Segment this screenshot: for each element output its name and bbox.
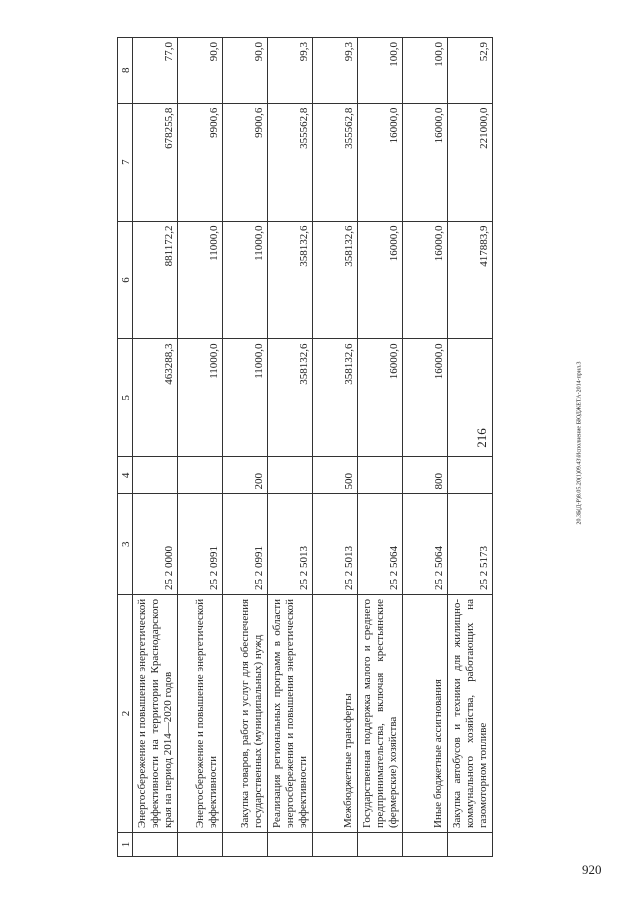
header-col-2: 2 xyxy=(118,594,133,832)
row-expense-type xyxy=(133,457,178,494)
row-col6: 417883,9 xyxy=(448,221,493,339)
row-col6: 881172,2 xyxy=(133,221,178,339)
row-col6: 16000,0 xyxy=(403,221,448,339)
header-col-3: 3 xyxy=(118,494,133,594)
row-expense-type: 800 xyxy=(403,457,448,494)
header-col-4: 4 xyxy=(118,457,133,494)
table-row xyxy=(313,38,358,857)
table-row xyxy=(358,38,403,857)
row-expense-type: 500 xyxy=(313,457,358,494)
row-col5: 16000,0 xyxy=(403,339,448,457)
row-col8: 99,3 xyxy=(268,38,313,104)
budget-table xyxy=(117,37,493,857)
row-code: 25 2 5013 xyxy=(268,494,313,594)
row-col5: 358132,6 xyxy=(268,339,313,457)
row-col5: 16000,0 xyxy=(358,339,403,457)
table-row xyxy=(403,38,448,857)
footer-note: 20.3Б(Д-Р)8.05.20(1)09.43\Исполнение БЮДЖЕТА-2014-прил.3 xyxy=(576,361,583,525)
row-col6: 11000,0 xyxy=(178,221,223,339)
row-description: Межбюджетные трансферты xyxy=(313,594,358,832)
table-row xyxy=(178,38,223,857)
row-col8: 90,0 xyxy=(223,38,268,104)
header-col-8: 8 xyxy=(118,38,133,104)
table-row xyxy=(448,38,493,857)
header-col-6: 6 xyxy=(118,221,133,339)
row-code: 25 2 5013 xyxy=(313,494,358,594)
row-description: Иные бюджетные ассигнования xyxy=(403,594,448,832)
row-description: Закупка товаров, работ и услуг для обеспечения государственных (муниципальных) нужд xyxy=(223,594,268,832)
row-col6: 358132,6 xyxy=(268,221,313,339)
row-description: Государственная поддержка малого и среднего предпринимательства, включая крестьянские (фермерские) хозяйства xyxy=(358,594,403,832)
row-code: 25 2 5064 xyxy=(403,494,448,594)
row-col8: 100,0 xyxy=(358,38,403,104)
row-col8: 90,0 xyxy=(178,38,223,104)
header-col-1: 1 xyxy=(118,832,133,856)
row-col7: 16000,0 xyxy=(403,103,448,221)
table-row xyxy=(133,38,178,857)
row-col5: 463288,3 xyxy=(133,339,178,457)
row-col7: 355562,8 xyxy=(313,103,358,221)
row-expense-type xyxy=(268,457,313,494)
row-code: 25 2 5173 xyxy=(448,494,493,594)
table-row xyxy=(223,38,268,857)
row-col5 xyxy=(448,339,493,457)
row-code: 25 2 0991 xyxy=(178,494,223,594)
row-expense-type: 200 xyxy=(223,457,268,494)
header-col-7: 7 xyxy=(118,103,133,221)
row-col8: 52,9 xyxy=(448,38,493,104)
row-expense-type xyxy=(358,457,403,494)
header-col-5: 5 xyxy=(118,339,133,457)
row-description: Закупка автобусов и техники для жилищно-коммунального хозяйства, работающих на газомоторном топливе xyxy=(448,594,493,832)
row-col5: 11000,0 xyxy=(223,339,268,457)
row-col8: 77,0 xyxy=(133,38,178,104)
row-col6: 358132,6 xyxy=(313,221,358,339)
row-description: Реализация региональных программ в области энергосбережения и повышения энергетической эффективности xyxy=(268,594,313,832)
row-col6: 11000,0 xyxy=(223,221,268,339)
row-col6: 16000,0 xyxy=(358,221,403,339)
row-code: 25 2 0000 xyxy=(133,494,178,594)
row-col7: 9900,6 xyxy=(178,103,223,221)
row-code: 25 2 0991 xyxy=(223,494,268,594)
row-col5: 358132,6 xyxy=(313,339,358,457)
row-code: 25 2 5064 xyxy=(358,494,403,594)
corner-number: 920 xyxy=(582,862,602,877)
row-col8: 100,0 xyxy=(403,38,448,104)
row-col5: 11000,0 xyxy=(178,339,223,457)
row-description: Энергосбережение и повышение энергетической эффективности xyxy=(178,594,223,832)
page-number: 216 xyxy=(473,428,489,448)
row-col7: 221000,0 xyxy=(448,103,493,221)
row-col7: 355562,8 xyxy=(268,103,313,221)
row-description: Энергосбережение и повышение энергетической эффективности на территории Краснодарского края на период 2014—2020 годов xyxy=(133,594,178,832)
row-col7: 16000,0 xyxy=(358,103,403,221)
table-row xyxy=(268,38,313,857)
budget-table-rotated xyxy=(117,37,522,857)
row-col7: 9900,6 xyxy=(223,103,268,221)
row-expense-type xyxy=(448,457,493,494)
row-expense-type xyxy=(178,457,223,494)
row-col7: 678255,8 xyxy=(133,103,178,221)
row-col8: 99,3 xyxy=(313,38,358,104)
header-row xyxy=(118,38,133,857)
